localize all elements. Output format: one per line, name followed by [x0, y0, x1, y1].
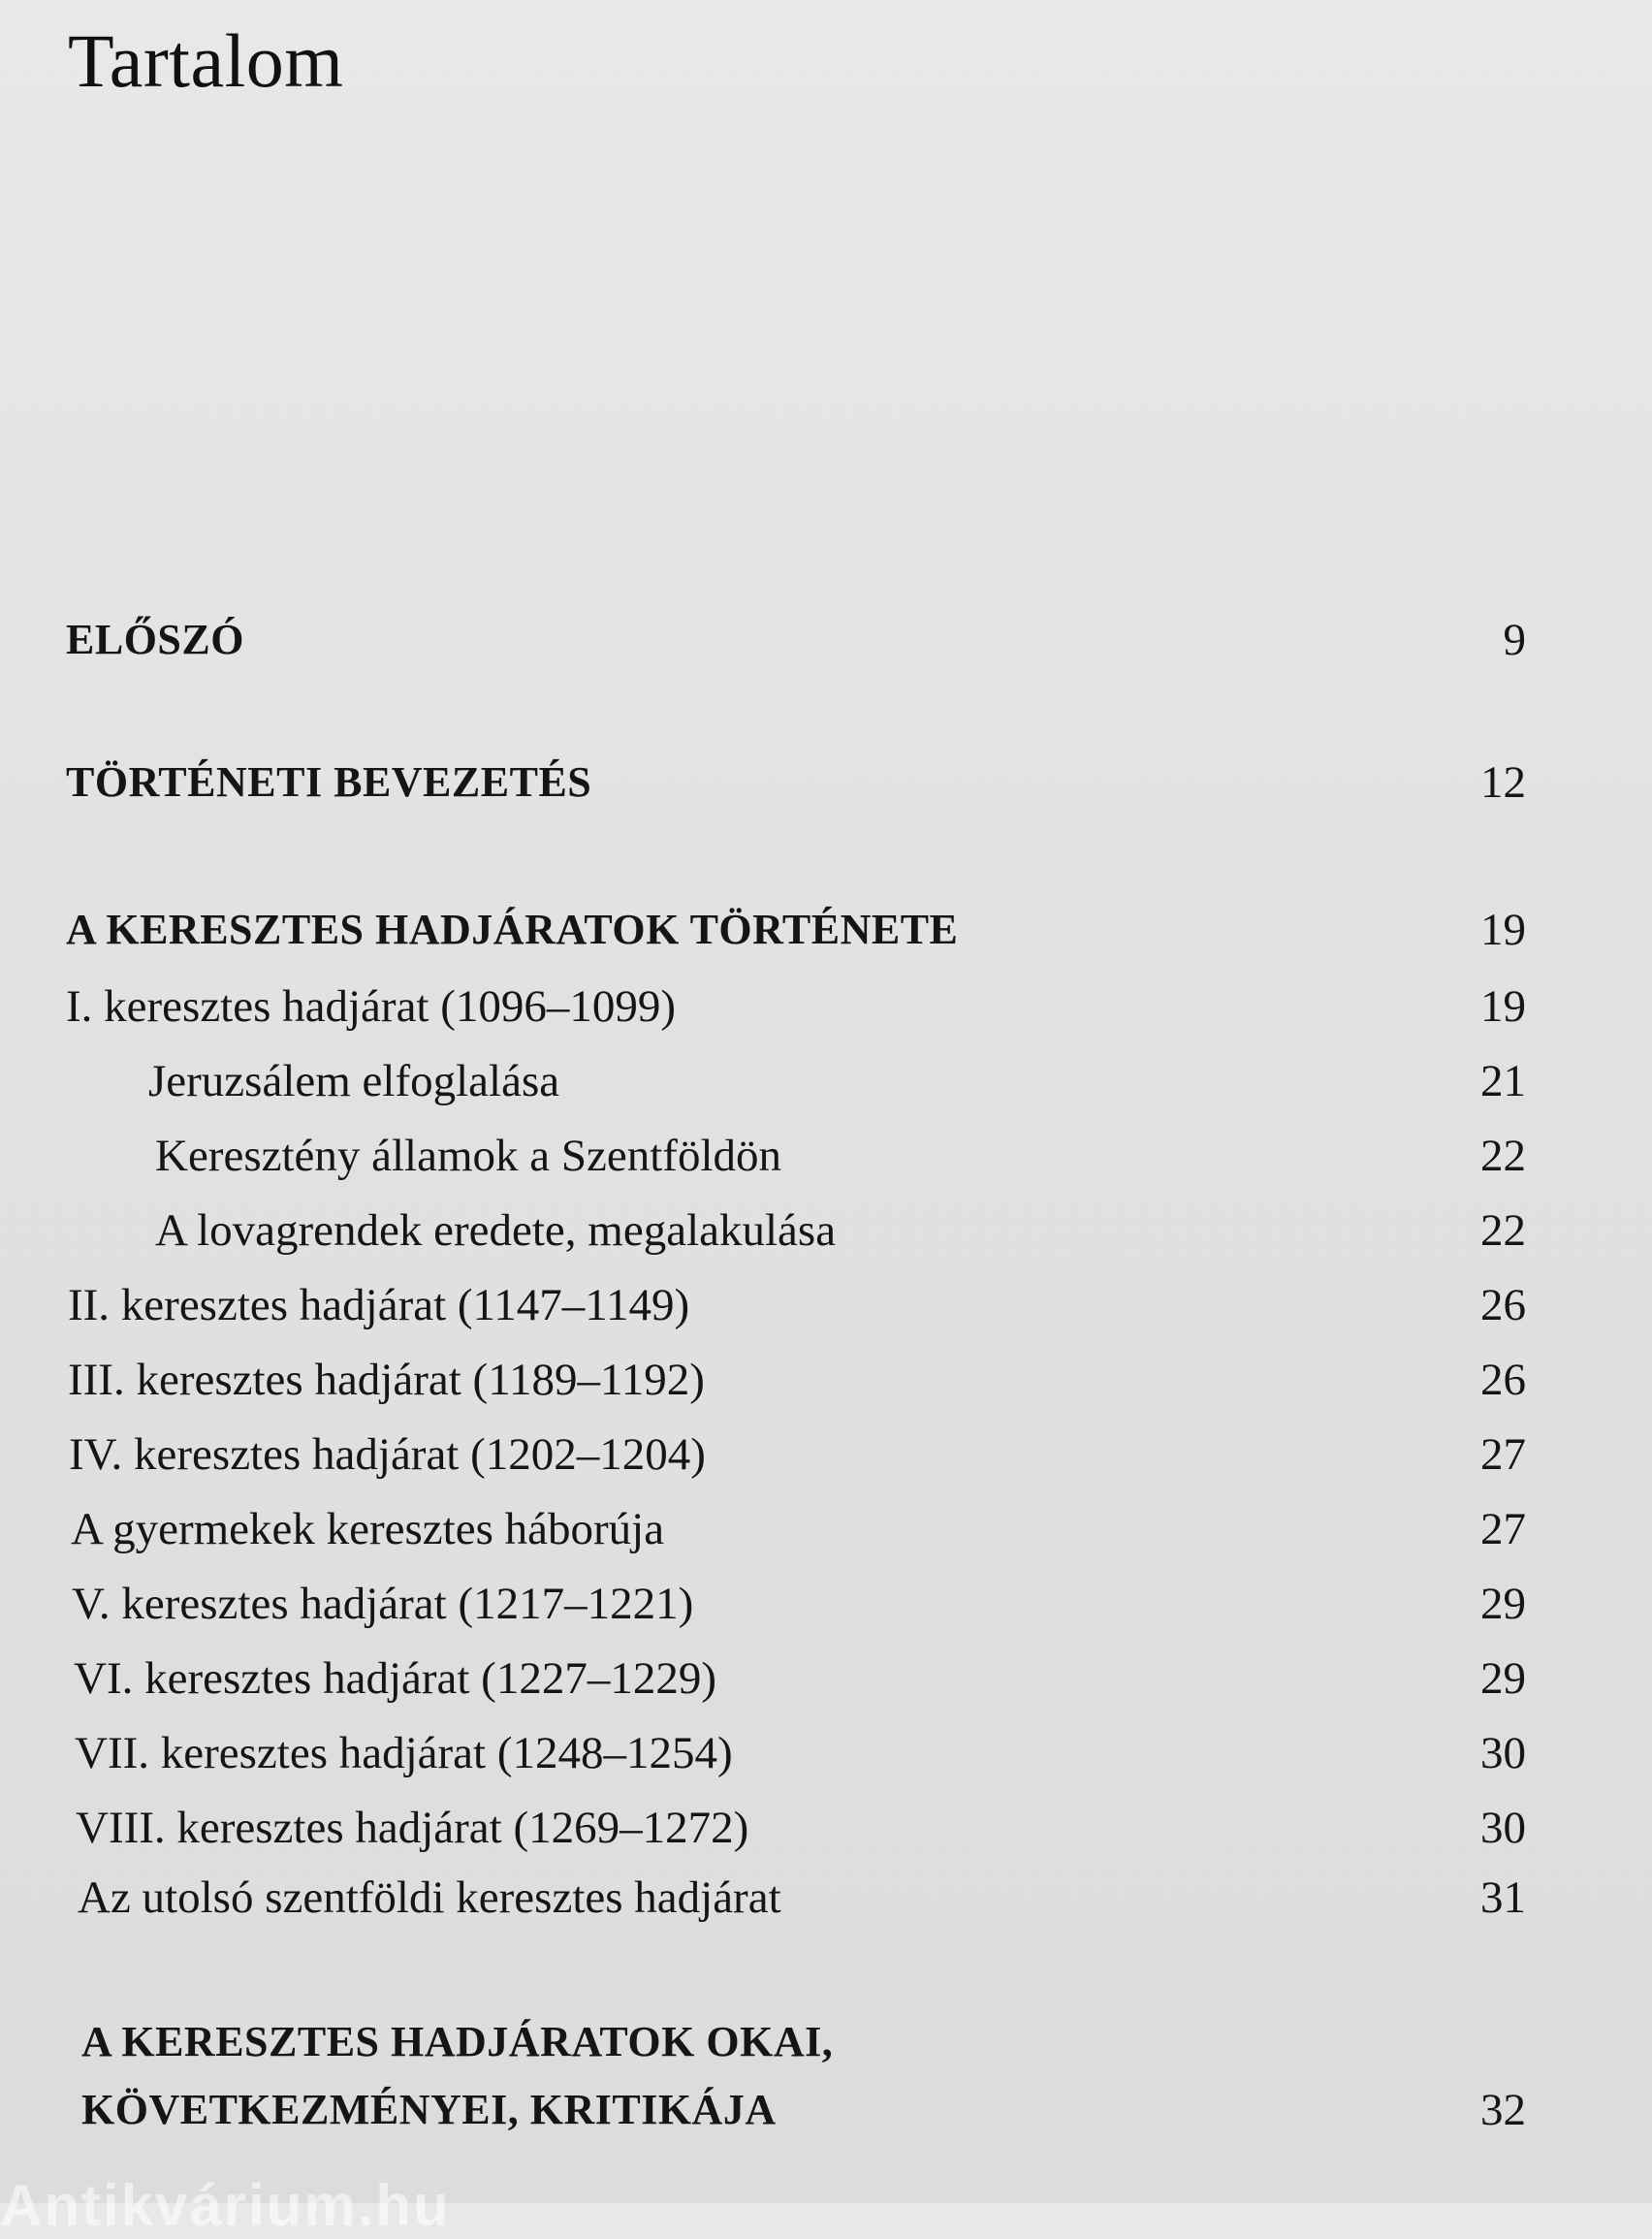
toc-entry-eloszo	[0, 606, 1652, 674]
toc-entry-page: 9	[1503, 615, 1526, 665]
toc-entry-hadjaratok-tortenete	[0, 896, 1652, 964]
toc-entry-okai-kovetkezmenyei	[0, 2008, 1652, 2144]
toc-entry-label: A KERESZTES HADJÁRATOK TÖRTÉNETE	[66, 906, 959, 953]
toc-entry-label: I. keresztes hadjárat (1096–1099)	[66, 981, 677, 1032]
toc-entry-label: VIII. keresztes hadjárat (1269–1272)	[76, 1803, 749, 1853]
toc-entry-label: V. keresztes hadjárat (1217–1221)	[72, 1579, 694, 1629]
toc-entry-label: II. keresztes hadjárat (1147–1149)	[68, 1280, 690, 1330]
toc-entry-page: 32	[1480, 2085, 1526, 2135]
toc-entry-page: 12	[1480, 757, 1526, 808]
toc-subentry	[0, 1122, 1652, 1190]
toc-entry-label: A lovagrendek eredete, megalakulása	[155, 1205, 837, 1256]
toc-entry-page: 29	[1480, 1579, 1526, 1629]
toc-entry-label: IV. keresztes hadjárat (1202–1204)	[69, 1429, 706, 1480]
toc-entry-page: 29	[1480, 1653, 1526, 1704]
toc-entry-page: 31	[1480, 1872, 1526, 1923]
toc-entry	[0, 1719, 1652, 1787]
toc-entry-label: Jeruzsálem elfoglalása	[148, 1056, 560, 1106]
toc-subentry	[0, 1197, 1652, 1264]
toc-entry	[0, 1794, 1652, 1862]
toc-entry-label: VI. keresztes hadjárat (1227–1229)	[74, 1653, 716, 1704]
toc-entry	[0, 1495, 1652, 1563]
toc-entry-page: 30	[1480, 1728, 1526, 1778]
toc-subentry	[0, 1047, 1652, 1115]
page-title: Tartalom	[68, 18, 344, 103]
toc-entry-label: ELŐSZÓ	[66, 616, 244, 663]
toc-entry-label: VII. keresztes hadjárat (1248–1254)	[75, 1728, 733, 1778]
toc-entry-page: 30	[1480, 1803, 1526, 1853]
toc-entry-page: 22	[1480, 1205, 1526, 1256]
toc-entry-label: Az utolsó szentföldi keresztes hadjárat	[78, 1872, 781, 1923]
toc-entry-label: III. keresztes hadjárat (1189–1192)	[68, 1355, 705, 1405]
toc-entry	[0, 1645, 1652, 1712]
toc-entry-label: A gyermekek keresztes háborúja	[71, 1504, 665, 1554]
toc-entry-page: 19	[1480, 905, 1526, 955]
toc-entry-torteneti-bevezetes	[0, 749, 1652, 816]
toc-entry-label-line2: KÖVETKEZMÉNYEI, KRITIKÁJA	[81, 2086, 777, 2133]
toc-entry	[0, 1421, 1652, 1488]
toc-entry	[0, 1864, 1652, 1932]
toc-entry-page: 21	[1480, 1056, 1526, 1106]
toc-entry	[0, 1570, 1652, 1638]
toc-entry-label: TÖRTÉNETI BEVEZETÉS	[66, 758, 592, 806]
toc-entry	[0, 1346, 1652, 1414]
toc-entry-label: A KERESZTES HADJÁRATOK OKAI,	[81, 2018, 834, 2065]
toc-entry-page: 26	[1480, 1355, 1526, 1405]
toc-entry-page: 27	[1480, 1504, 1526, 1554]
toc-entry-page: 22	[1480, 1131, 1526, 1181]
toc-entry-label: Keresztény államok a Szentföldön	[155, 1131, 782, 1181]
toc-entry	[0, 1271, 1652, 1339]
watermark: Antikvárium.hu	[0, 2173, 451, 2238]
toc-entry-page: 26	[1480, 1280, 1526, 1330]
toc-entry	[0, 973, 1652, 1040]
toc-entry-page: 19	[1480, 981, 1526, 1032]
toc-entry-page: 27	[1480, 1429, 1526, 1480]
